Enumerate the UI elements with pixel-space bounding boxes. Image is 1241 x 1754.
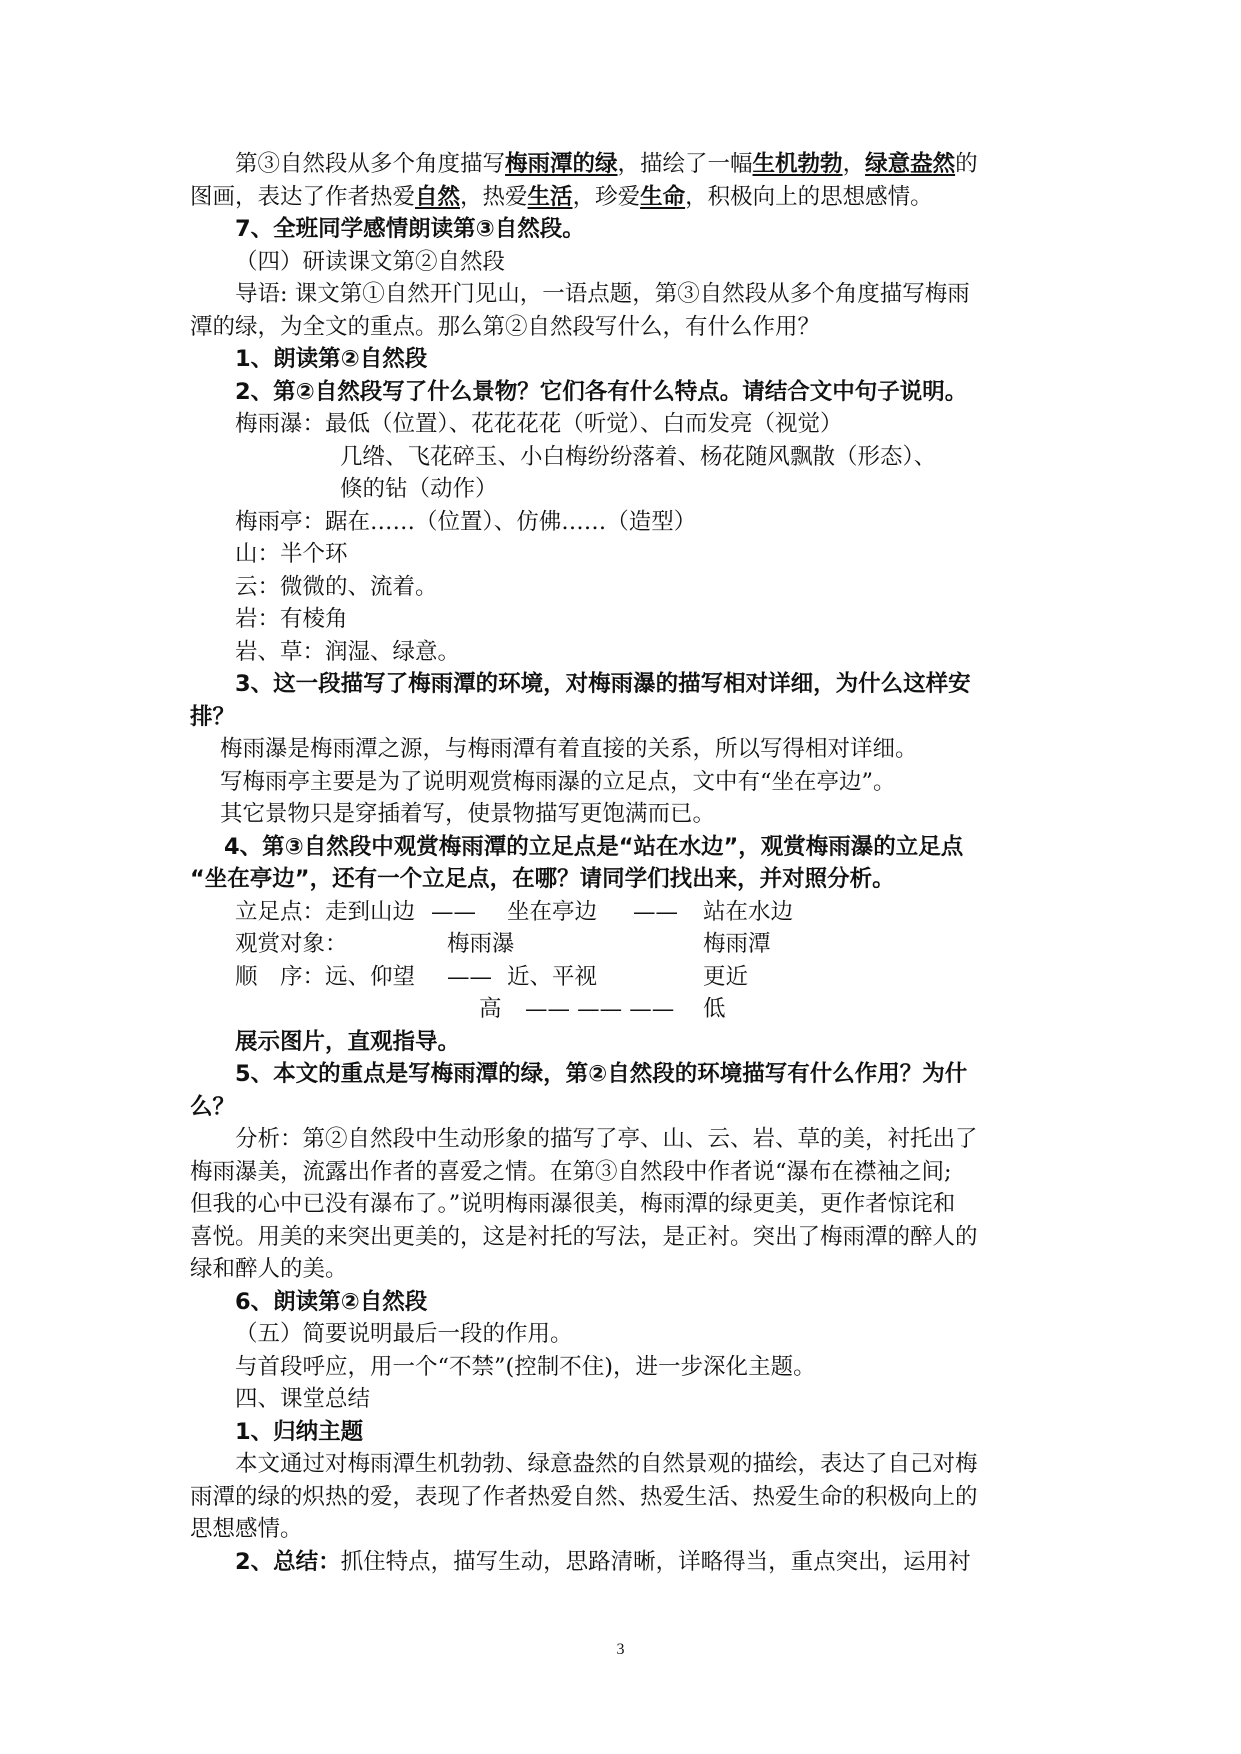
question-3-line-1: 3、这一段描写了梅雨潭的环境，对梅雨瀑的描写相对详细，为什么这样安 (235, 671, 971, 697)
summary-2-text: 抓住特点，描写生动，思路清晰，详略得当，重点突出，运用衬 (340, 1548, 971, 1575)
keyword-life: 生活 (527, 183, 573, 210)
compare-cell: 坐在亭边 (507, 898, 598, 925)
question-3-line-2: 排？ (190, 703, 236, 730)
scenery-rock-grass: 岩、草：润湿、绿意。 (235, 638, 461, 665)
summary-text: 图画，表达了作者热爱 (190, 183, 416, 210)
guide-line-1: 导语: 课文第①自然开门见山，一语点题，第③自然段从多个角度描写梅雨 (235, 281, 970, 307)
scenery-rock: 岩：有棱角 (235, 606, 348, 632)
summary-text: ，珍爱 (572, 183, 641, 210)
summary-text: ， (842, 151, 866, 177)
answer-3-line-1: 梅雨瀑是梅雨潭之源，与梅雨潭有着直接的关系，所以写得相对详细。 (220, 736, 918, 762)
compare-dash: —— (633, 898, 678, 925)
keyword-nature: 自然 (415, 183, 461, 210)
scenery-pavilion: 梅雨亭：踞在……（位置）、仿佛……（造型） (235, 508, 697, 535)
compare-row-height (190, 993, 1068, 1026)
question-4-line-2: “坐在亭边”，还有一个立足点，在哪？请同学们找出来，并对照分析。 (190, 866, 895, 892)
compare-dash: —— (431, 898, 476, 925)
summary-text: ，描绘了一幅 (617, 151, 753, 177)
summary-1-title: 1、归纳主题 (235, 1418, 364, 1445)
scenery-waterfall-2: 几绺、飞花碎玉、小白梅纷纷落着、杨花随风飘散（形态）、 (340, 443, 937, 470)
question-5-line-2: 么？ (190, 1093, 236, 1120)
summary-1-line-2: 雨潭的绿的炽热的爱，表现了作者热爱自然、热爱生活、热爱生命的积极向上的 (190, 1483, 978, 1510)
section-5-title: （五）简要说明最后一段的作用。 (235, 1321, 573, 1347)
summary-text: ，积极向上的思想感情。 (685, 183, 933, 210)
compare-cell: 近、平视 (507, 963, 598, 990)
show-pictures: 展示图片，直观指导。 (235, 1028, 461, 1055)
analysis-line-4: 喜悦。用美的来突出更美的，这是衬托的写法，是正衬。突出了梅雨潭的醉人的 (190, 1223, 978, 1250)
summary-text: 的 (955, 151, 978, 177)
question-6: 6、朗读第②自然段 (235, 1288, 428, 1315)
compare-row-standpoint (190, 896, 1068, 929)
summary-2-label: 2、总结： (235, 1548, 341, 1575)
question-1: 1、朗读第②自然段 (235, 346, 428, 372)
compare-label: 顺 序：远、仰望 (235, 963, 416, 990)
compare-dash: —— —— —— (525, 996, 675, 1022)
guide-line-2: 潭的绿，为全文的重点。那么第②自然段写什么，有什么作用？ (190, 313, 821, 340)
answer-3-line-3: 其它景物只是穿插着写，使景物描写更饱满而已。 (220, 801, 716, 827)
summary-text: ，热爱 (460, 183, 528, 210)
section-4-title: （四）研读课文第②自然段 (235, 248, 506, 275)
page-number: 3 (616, 1641, 625, 1658)
analysis-line-2: 梅雨瀑美，流露出作者的喜爱之情。在第③自然段中作者说“瀑布在襟袖之间; (190, 1158, 952, 1185)
summary-1-line-1: 本文通过对梅雨潭生机勃勃、绿意盎然的自然景观的描绘，表达了自己对梅 (235, 1451, 978, 1477)
scenery-mountain: 山：半个环 (235, 541, 348, 567)
summary-text: 第③自然段从多个角度描写 (235, 151, 506, 177)
compare-cell: 梅雨瀑 (447, 931, 515, 957)
compare-cell: 站在水边 (703, 898, 794, 925)
part-4-title: 四、课堂总结 (235, 1386, 371, 1412)
summary-line-2 (190, 181, 1068, 214)
answer-3-line-2: 写梅雨亭主要是为了说明观赏梅雨瀑的立足点，文中有“坐在亭边”。 (220, 768, 896, 795)
question-5-line-1: 5、本文的重点是写梅雨潭的绿，第②自然段的环境描写有什么作用？为什 (235, 1061, 968, 1087)
analysis-line-3: 但我的心中已没有瀑布了。”说明梅雨瀑很美，梅雨潭的绿更美，更作者惊诧和 (190, 1191, 956, 1217)
scenery-waterfall-1: 梅雨瀑：最低（位置）、花花花花（听觉）、白而发亮（视觉） (235, 411, 843, 437)
summary-2 (190, 1546, 1068, 1579)
compare-row-object (190, 928, 1068, 961)
page-content (190, 148, 1068, 1578)
section-5-answer: 与首段呼应，用一个“不禁”(控制不住)，进一步深化主题。 (235, 1353, 816, 1380)
analysis-line-1: 分析：第②自然段中生动形象的描写了亭、山、云、岩、草的美，衬托出了 (235, 1126, 978, 1152)
scenery-waterfall-3: 倏的钻（动作） (340, 476, 498, 502)
scenery-cloud: 云：微微的、流着。 (235, 573, 438, 600)
compare-cell: 更近 (703, 963, 749, 990)
compare-cell: 高 (479, 996, 502, 1022)
keyword-lush: 绿意盎然 (865, 151, 956, 177)
keyword-green: 梅雨潭的绿 (505, 151, 618, 177)
compare-row-order (190, 961, 1068, 994)
compare-dash: —— (447, 963, 492, 990)
analysis-line-5: 绿和醉人的美。 (190, 1256, 348, 1282)
question-4-line-1: 4、第③自然段中观赏梅雨潭的立足点是“站在水边”，观赏梅雨瀑的立足点 (224, 833, 964, 860)
compare-label: 立足点：走到山边 (235, 898, 416, 925)
summary-line-1 (190, 148, 1068, 181)
compare-label: 观赏对象： (235, 931, 348, 957)
keyword-vitality: 生命 (640, 183, 686, 210)
keyword-vibrant: 生机勃勃 (752, 151, 843, 177)
question-2: 2、第②自然段写了什么景物？它们各有什么特点。请结合文中句子说明。 (235, 378, 968, 405)
summary-1-line-3: 思想感情。 (190, 1516, 303, 1542)
compare-cell: 低 (703, 996, 726, 1022)
compare-cell: 梅雨潭 (703, 931, 771, 957)
step-7: 7、全班同学感情朗读第③自然段。 (235, 216, 585, 242)
